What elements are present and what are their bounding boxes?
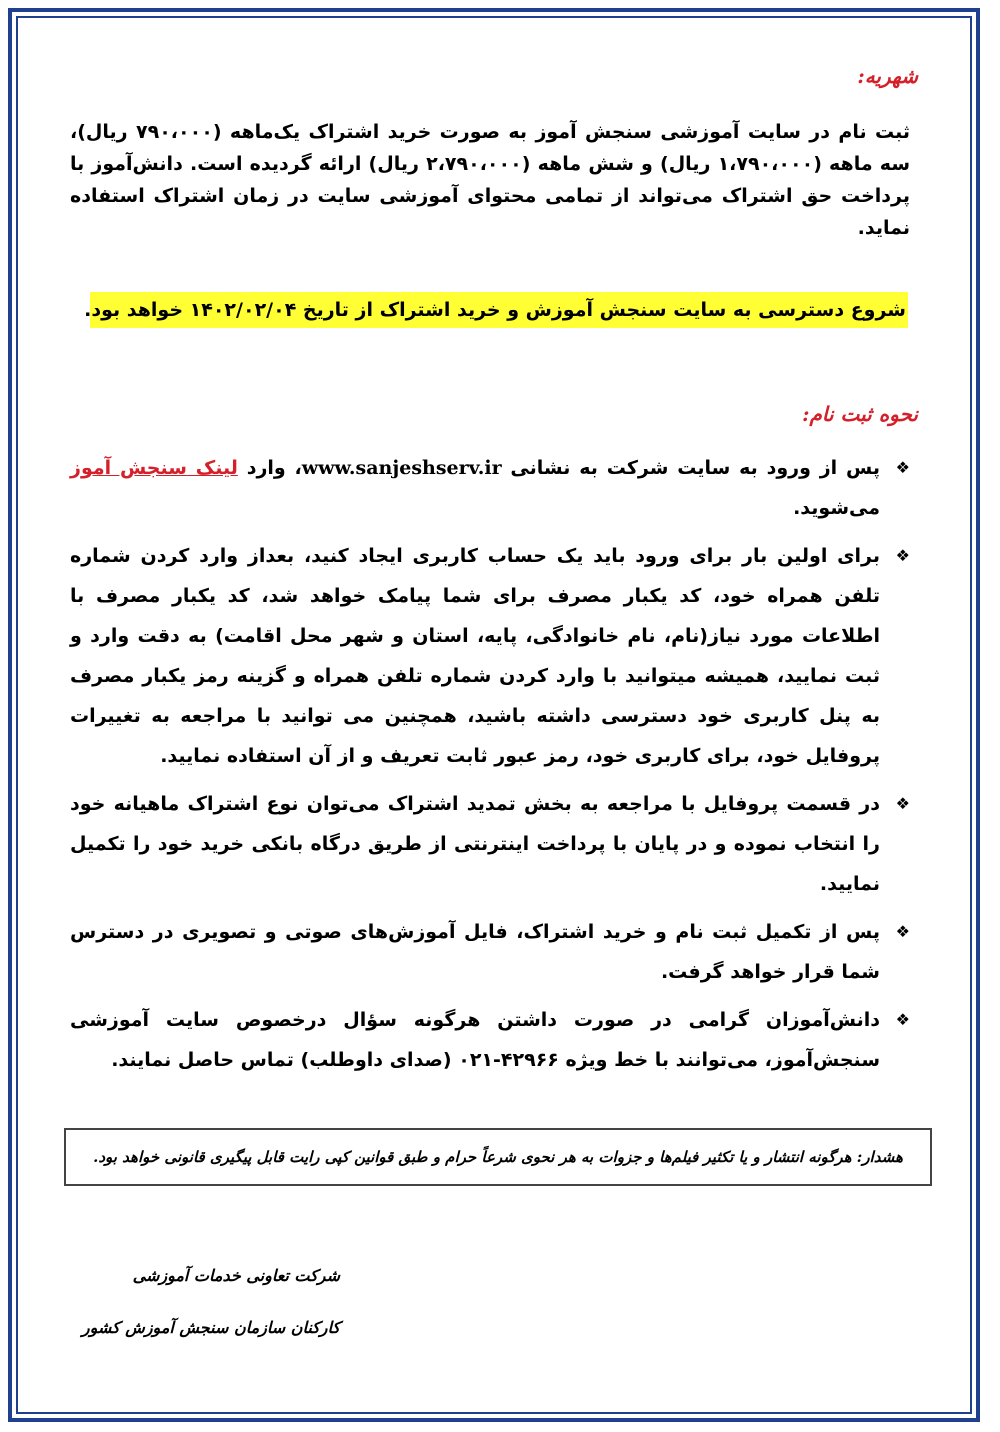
diamond-bullet-icon: ❖ xyxy=(895,1010,910,1029)
step-text: پس از تکمیل ثبت نام و خرید اشتراک، فایل آموزش‌های صوتی و تصویری در دسترس شما قرار خواهد گرفت. xyxy=(70,921,880,983)
diamond-bullet-icon: ❖ xyxy=(895,546,910,565)
diamond-bullet-icon: ❖ xyxy=(895,458,910,477)
tuition-title: شهریه: xyxy=(857,64,918,88)
site-url[interactable]: www.sanjeshserv.ir xyxy=(301,457,502,479)
list-item xyxy=(70,784,910,904)
list-item xyxy=(70,448,910,528)
step-text: دانش‌آموزان گرامی در صورت داشتن هرگونه سؤال درخصوص سایت آموزشی سنجش‌آموز، می‌توانند با خط ویژه ۴۲۹۶۶-۰۲۱ (صدای داوطلب) تماس حاصل نمایند. xyxy=(70,1009,880,1071)
list-item xyxy=(70,1000,910,1080)
step-text-prefix: پس از ورود به سایت شرکت به نشانی xyxy=(501,457,880,479)
tuition-paragraph: ثبت نام در سایت آموزشی سنجش آموز به صورت خرید اشتراک یک‌ماهه (۷۹۰،۰۰۰ ریال)، سه ماهه (۱،۷۹۰،۰۰۰ ریال) و شش ماهه (۲،۷۹۰،۰۰۰ ریال) ارائه گردیده است. دانش‌آموز با پرداخت حق اشتراک می‌تواند از تمامی محتوای آموزشی سایت در زمان اشتراک استفاده نماید. xyxy=(70,121,911,239)
step-text: در قسمت پروفایل با مراجعه به بخش تمدید اشتراک می‌توان نوع اشتراک ماهیانه خود را انتخاب نموده و در پایان با پرداخت اینترنتی از طریق درگاه بانکی خرید خود را تکمیل نمایید. xyxy=(70,793,880,895)
copyright-warning: هشدار: هرگونه انتشار و یا تکثیر فیلم‌ها و جزوات به هر نحوی شرعاً حرام و طبق قوانین کپی رایت قابل پیگیری قانونی خواهد بود. xyxy=(64,1128,932,1186)
list-item xyxy=(70,912,910,992)
sanjesh-amooz-link[interactable]: لینک سنجش آموز xyxy=(70,457,238,479)
step-text: برای اولین بار برای ورود باید یک حساب کاربری ایجاد کنید، بعداز وارد کردن شماره تلفن همراه خود، کد یکبار مصرف برای شما پیامک خواهد شد، کد یکبار مصرف با اطلاعات مورد نیاز(نام، نام خانوادگی، پایه، استان و شهر محل اقامت) به دقت وارد و ثبت نمایید، همیشه میتوانید با وارد کردن شماره تلفن همراه و گزینه رمز یکبار مصرف به پنل کاربری خود دسترسی داشته باشید، همچنین می توانید با مراجعه به تغییرات پروفایل خود، برای کاربری خود، رمز عبور ثابت تعریف و از آن استفاده نمایید. xyxy=(70,545,880,767)
diamond-bullet-icon: ❖ xyxy=(895,794,910,813)
signature-line-2: کارکنان سازمان سنجش آموزش کشور xyxy=(81,1318,340,1337)
access-start-notice: شروع دسترسی به سایت سنجش آموزش و خرید اشتراک از تاریخ ۱۴۰۲/۰۲/۰۴ خواهد بود. xyxy=(90,292,908,328)
registration-list-container xyxy=(70,448,910,1088)
step-text-suffix: می‌شوید. xyxy=(793,497,880,519)
signature-line-1: شرکت تعاونی خدمات آموزشی xyxy=(132,1266,340,1285)
list-item xyxy=(70,536,910,776)
registration-title: نحوه ثبت نام: xyxy=(802,402,918,426)
step-text-middle: ، وارد xyxy=(237,457,302,479)
registration-steps xyxy=(70,448,910,1080)
diamond-bullet-icon: ❖ xyxy=(895,922,910,941)
